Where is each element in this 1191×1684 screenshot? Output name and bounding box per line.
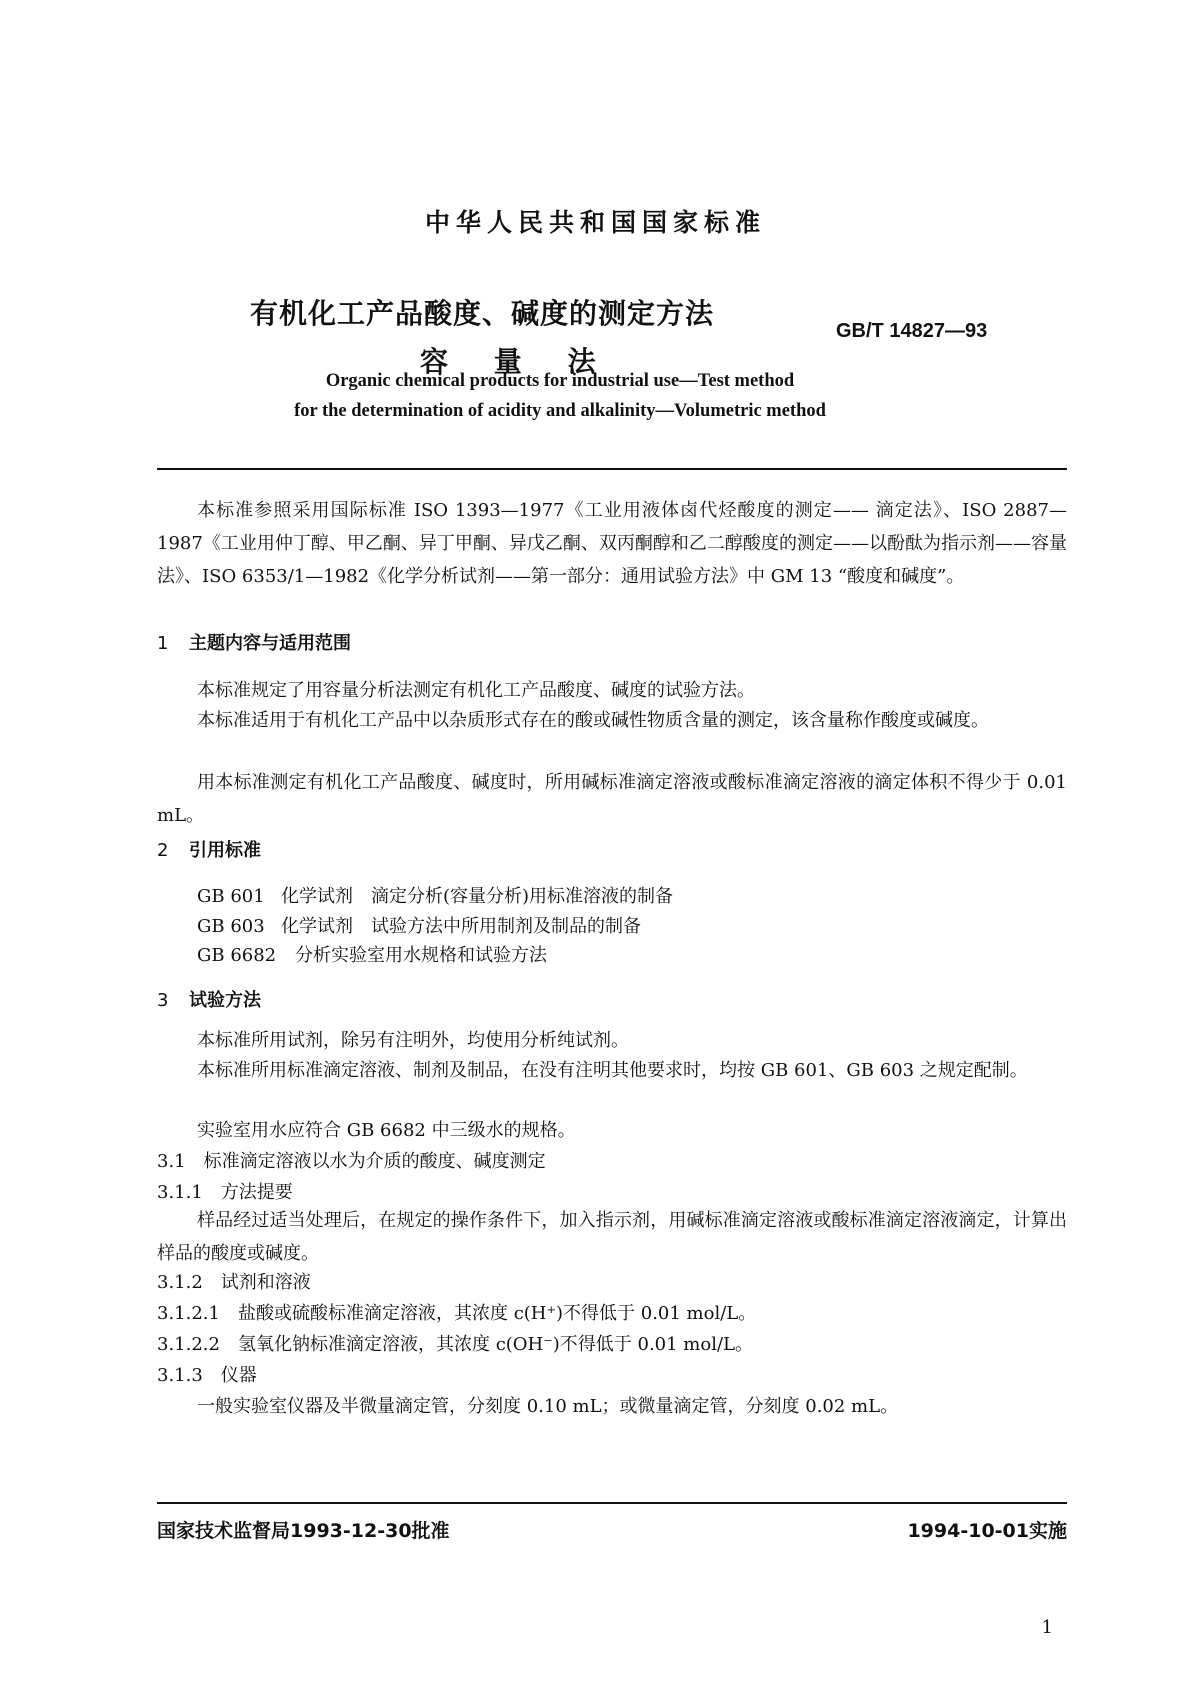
reference-item	[197, 912, 641, 938]
section-3-paragraph-3: 实验室用水应符合 GB 6682 中三级水的规格。	[197, 1120, 576, 1141]
reference-code: GB 6682	[197, 945, 277, 966]
subsection-3-1-3-text: 一般实验室仪器及半微量滴定管，分刻度 0.10 mL；或微量滴定管，分刻度 0.02 mL。	[197, 1396, 899, 1417]
country-standard-header: 中华人民共和国国家标准	[424, 208, 766, 237]
section-1-number: 1	[157, 633, 169, 654]
document-subtitle: 容 量 法	[420, 345, 614, 378]
section-1-paragraph-2: 本标准适用于有机化工产品中以杂质形式存在的酸或碱性物质含量的测定，该含量称作酸度或碱度。	[197, 710, 989, 731]
section-1-paragraph-1: 本标准规定了用容量分析法测定有机化工产品酸度、碱度的试验方法。	[197, 680, 755, 701]
reference-text: 化学试剂 试验方法中所用制剂及制品的制备	[281, 916, 641, 937]
reference-code: GB 603	[197, 916, 265, 937]
section-2-number: 2	[157, 840, 169, 861]
approval-date: 国家技术监督局1993-12-30批准	[157, 1520, 450, 1542]
section-1-paragraph-3: 用本标准测定有机化工产品酸度、碱度时，所用碱标准滴定溶液或酸标准滴定溶液的滴定体积不得少于 0.01 mL。	[157, 772, 1067, 826]
subsection-3-1-1-text: 样品经过适当处理后，在规定的操作条件下，加入指示剂，用碱标准滴定溶液或酸标准滴定溶液滴定，计算出样品的酸度或碱度。	[157, 1210, 1067, 1264]
effective-date: 1994-10-01实施	[907, 1520, 1067, 1542]
section-2-heading	[157, 836, 261, 862]
subsection-3-1-3: 3.1.3 仪器	[157, 1365, 257, 1386]
footer-rule	[157, 1502, 1067, 1504]
section-3-paragraph-2: 本标准所用标准滴定溶液、制剂及制品，在没有注明其他要求时，均按 GB 601、GB 603 之规定配制。	[197, 1060, 1028, 1081]
page-number: 1	[1041, 1617, 1053, 1638]
foreword-paragraph: 本标准参照采用国际标准 ISO 1393—1977《工业用液体卤代烃酸度的测定—— 滴定法》、ISO 2887—1987《工业用仲丁醇、甲乙酮、异丁甲酮、异戊乙酮、双丙酮醇和乙二醇酸度的测定——以酚酞为指示剂——容量法》、ISO 6353/1—1982《化学分析试剂——第一部分：通用试验方法》中 GM 13 “酸度和碱度”。	[157, 500, 1067, 587]
document-title: 有机化工产品酸度、碱度的测定方法	[250, 297, 715, 330]
reference-code: GB 601	[197, 886, 265, 907]
section-3-heading	[157, 986, 261, 1012]
standard-code: GB/T 14827—93	[836, 320, 988, 342]
english-title-line-2: for the determination of acidity and alkalinity—Volumetric method	[294, 401, 826, 421]
subsection-3-1-2-1: 3.1.2.1 盐酸或硫酸标准滴定溶液，其浓度 c(H⁺)不得低于 0.01 mol/L。	[157, 1303, 757, 1324]
section-3-paragraph-1: 本标准所用试剂，除另有注明外，均使用分析纯试剂。	[197, 1030, 629, 1051]
subsection-3-1-1: 3.1.1 方法提要	[157, 1182, 293, 1203]
reference-text: 化学试剂 滴定分析(容量分析)用标准溶液的制备	[281, 886, 674, 907]
reference-item	[197, 882, 673, 908]
subsection-3-1: 3.1 标准滴定溶液以水为介质的酸度、碱度测定	[157, 1151, 546, 1172]
section-2-title: 引用标准	[189, 840, 261, 861]
section-3-title: 试验方法	[189, 990, 261, 1011]
reference-text: 分析实验室用水规格和试验方法	[295, 945, 547, 966]
section-1-heading	[157, 629, 351, 655]
subsection-3-1-2: 3.1.2 试剂和溶液	[157, 1272, 311, 1293]
english-title-line-1: Organic chemical products for industrial use—Test method	[325, 371, 795, 391]
reference-item	[197, 941, 547, 967]
section-3-number: 3	[157, 990, 169, 1011]
section-1-title: 主题内容与适用范围	[189, 633, 351, 654]
header-rule	[157, 468, 1067, 470]
subsection-3-1-2-2: 3.1.2.2 氢氧化钠标准滴定溶液，其浓度 c(OH⁻)不得低于 0.01 mol/L。	[157, 1334, 753, 1355]
